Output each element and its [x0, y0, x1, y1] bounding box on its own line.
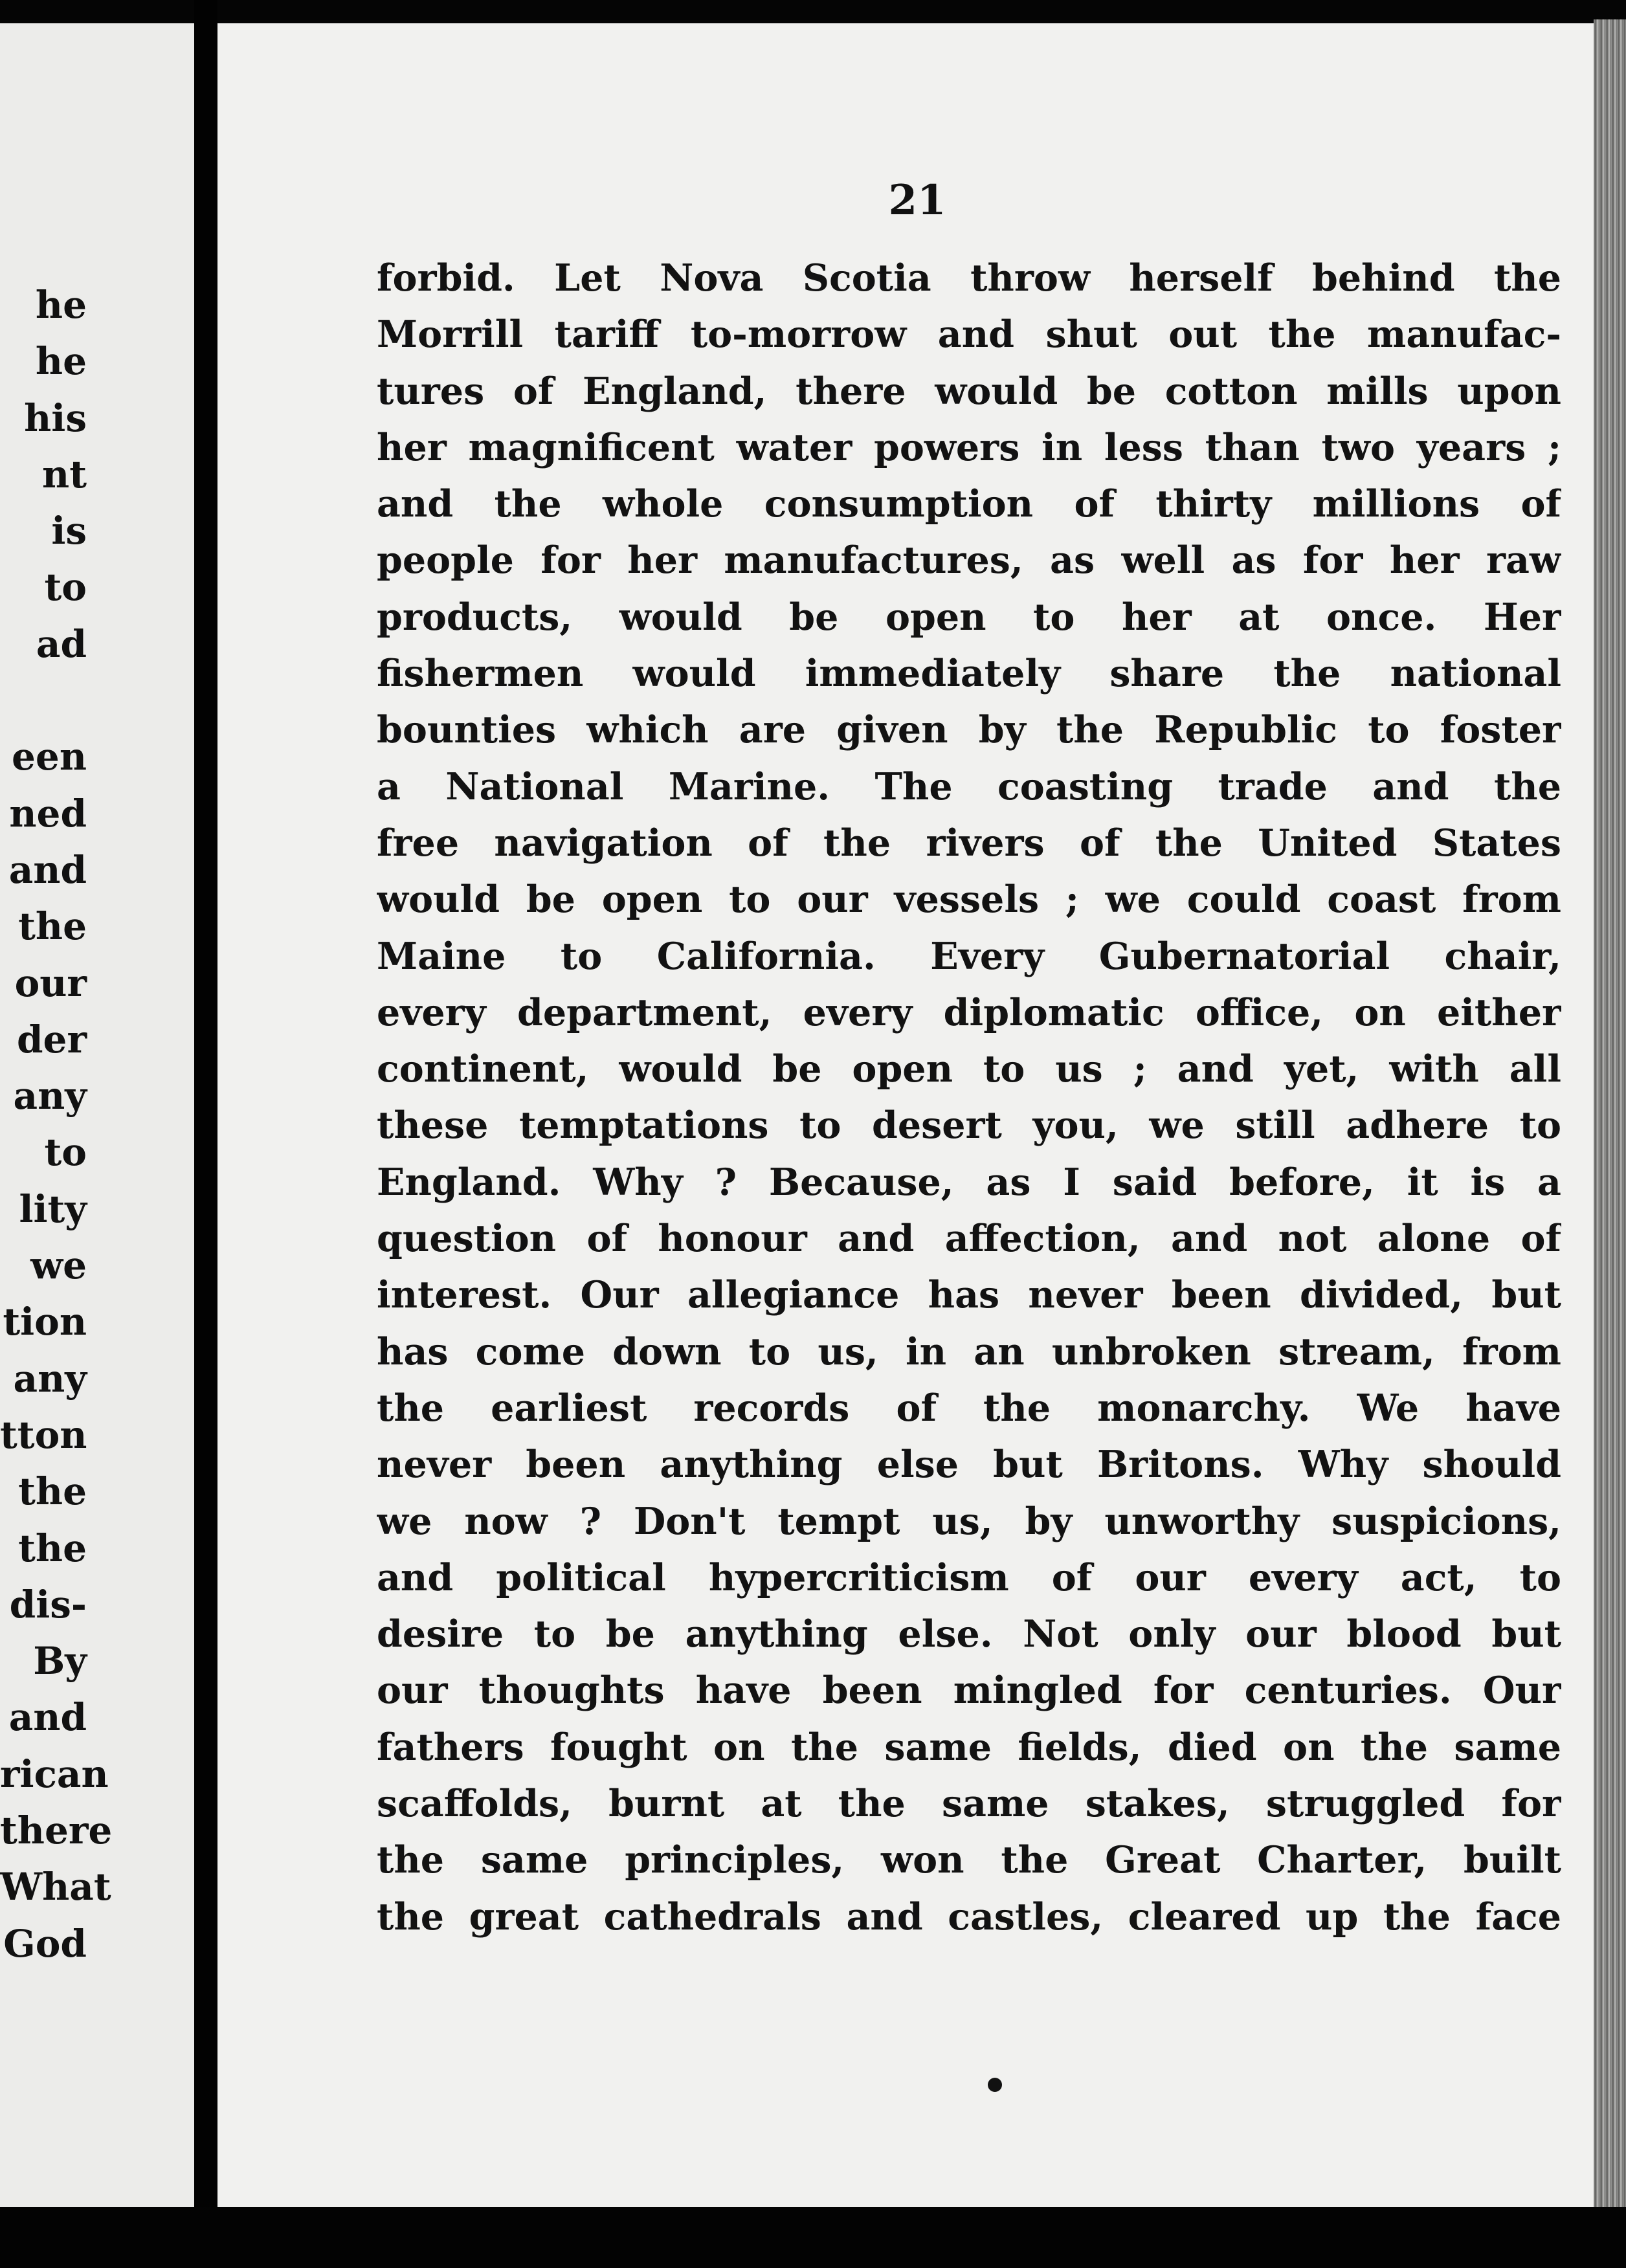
text-line: tures of England, there would be cotton mills upon — [377, 369, 1561, 413]
text-line: fishermen would immediately share the national — [377, 652, 1561, 696]
text-line: Morrill tariff to-morrow and shut out the manufac- — [377, 313, 1561, 357]
left-fragment: der — [16, 1017, 87, 1062]
left-fragment: the — [18, 904, 87, 949]
left-fragment: his — [24, 395, 87, 440]
left-fragment: the — [18, 1526, 87, 1570]
left-fragment: to — [44, 565, 87, 610]
text-line: and the whole consumption of thirty millions of — [377, 482, 1561, 526]
text-line: forbid. Let Nova Scotia throw herself behind the — [377, 256, 1561, 300]
left-fragment: we — [30, 1243, 87, 1288]
main-page — [217, 23, 1594, 2207]
body-text — [377, 250, 1561, 1945]
text-line: would be open to our vessels ; we could coast from — [377, 878, 1561, 922]
text-line: bounties which are given by the Republic to foster — [377, 708, 1561, 752]
ink-speck — [988, 2078, 1002, 2092]
left-fragment: any — [13, 1074, 87, 1118]
left-fragment: there — [0, 1808, 113, 1853]
book-gutter — [194, 0, 217, 2268]
text-line: desire to be anything else. Not only our blood but — [377, 1612, 1561, 1656]
text-line: England. Why ? Because, as I said before, it is a — [377, 1160, 1561, 1204]
text-line: the same principles, won the Great Charter, built — [377, 1838, 1561, 1882]
left-fragment: ned — [9, 791, 87, 836]
left-fragment: What — [0, 1865, 111, 1909]
text-line: people for her manufactures, as well as for her raw — [377, 539, 1561, 583]
left-fragment: ad — [36, 621, 87, 666]
text-line: interest. Our allegiance has never been divided, but — [377, 1273, 1561, 1317]
text-line: a National Marine. The coasting trade and the — [377, 764, 1561, 808]
left-fragment — [0, 673, 87, 729]
text-line: her magnificent water powers in less than two years ; — [377, 425, 1561, 469]
left-fragment: God — [3, 1921, 87, 1966]
left-fragment: rican — [0, 1751, 109, 1796]
left-fragment: to — [44, 1130, 87, 1175]
text-line: these temptations to desert you, we still adhere to — [377, 1104, 1561, 1148]
left-fragment: nt — [42, 452, 87, 496]
text-line: and political hypercriticism of our every act, to — [377, 1555, 1561, 1599]
left-fragment: and — [8, 1695, 87, 1740]
left-fragment: he — [35, 283, 87, 327]
left-fragment: he — [35, 339, 87, 384]
page-edge — [1594, 19, 1626, 2220]
text-line: Maine to California. Every Gubernatorial chair, — [377, 934, 1561, 978]
left-fragment: lity — [19, 1186, 87, 1231]
text-line: free navigation of the rivers of the United States — [377, 821, 1561, 865]
left-fragment: tion — [3, 1300, 87, 1344]
left-facing-page — [0, 23, 194, 2230]
text-line: we now ? Don't tempt us, by unworthy suspicions, — [377, 1499, 1561, 1543]
left-fragment: our — [14, 961, 87, 1005]
page-number: 21 — [888, 176, 946, 225]
left-fragment: een — [12, 735, 87, 779]
left-fragment: is — [51, 509, 87, 553]
left-fragment: By — [33, 1639, 87, 1684]
text-line: has come down to us, in an unbroken stream, from — [377, 1329, 1561, 1373]
scan-border-bottom — [0, 2207, 1626, 2268]
text-line: question of honour and affection, and not alone of — [377, 1217, 1561, 1261]
text-line: scaffolds, burnt at the same stakes, struggled for — [377, 1782, 1561, 1826]
left-fragment: dis- — [9, 1582, 87, 1627]
left-fragment: any — [13, 1356, 87, 1401]
text-line: the great cathedrals and castles, cleared up the face — [377, 1895, 1561, 1939]
left-fragment: and — [8, 847, 87, 892]
left-fragment: tton — [0, 1412, 87, 1457]
text-line: products, would be open to her at once. Her — [377, 595, 1561, 639]
text-line: our thoughts have been mingled for centuries. Our — [377, 1669, 1561, 1713]
left-fragment: the — [18, 1469, 87, 1514]
text-line: the earliest records of the monarchy. We have — [377, 1386, 1561, 1430]
text-line: every department, every diplomatic office, on either — [377, 990, 1561, 1034]
text-line: fathers fought on the same fields, died on the same — [377, 1725, 1561, 1769]
text-line: never been anything else but Britons. Why should — [377, 1443, 1561, 1487]
text-line: continent, would be open to us ; and yet, with all — [377, 1047, 1561, 1091]
left-page-text-fragments — [0, 277, 113, 1972]
